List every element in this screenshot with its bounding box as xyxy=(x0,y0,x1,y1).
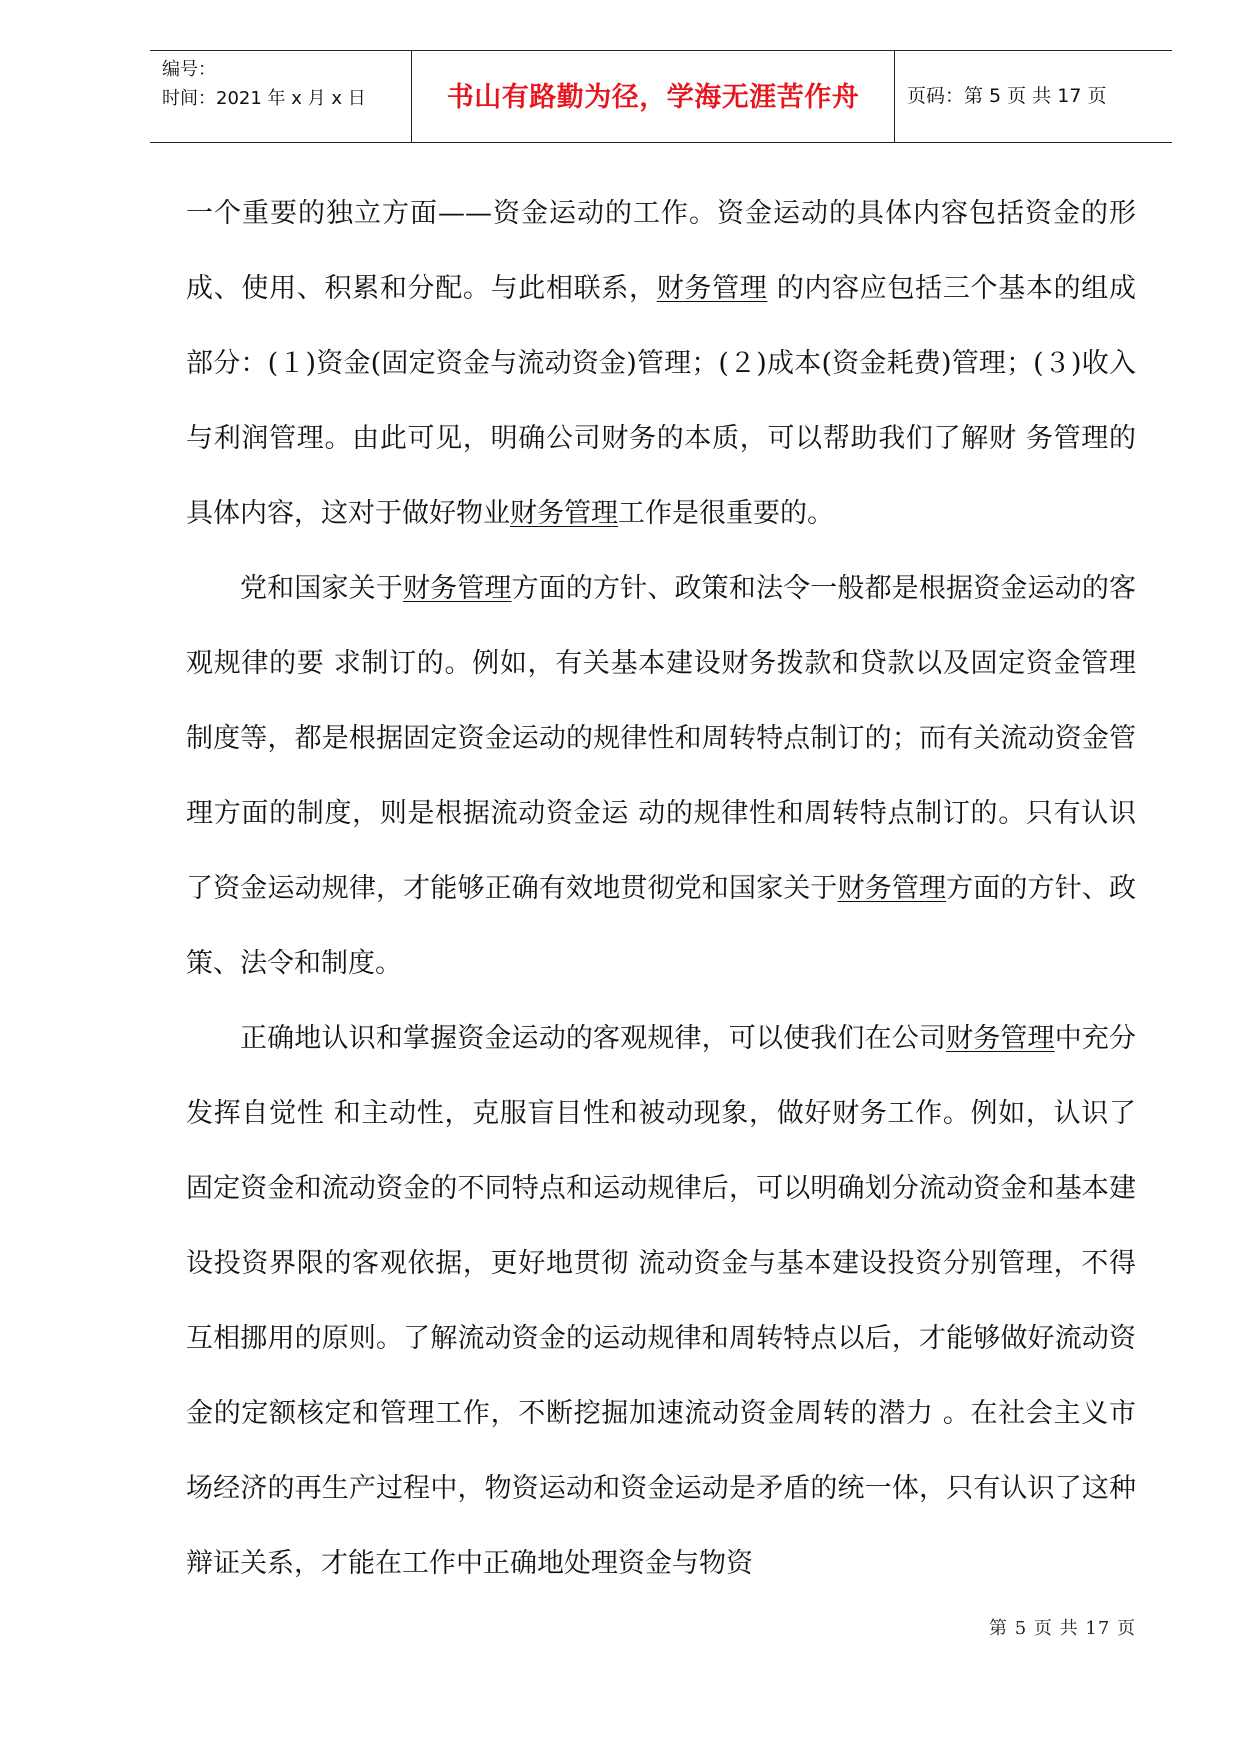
underlined-term: 财务管理 xyxy=(656,273,768,304)
date-label: 时间：2021 年 x 月 x 日 xyxy=(162,88,366,109)
text-segment: 方面的方针、政策、法令和制度。 xyxy=(186,873,1137,979)
underlined-term: 财务管理 xyxy=(510,498,618,529)
paragraph xyxy=(186,176,1136,551)
serial-number-label: 编号： xyxy=(162,59,216,80)
text-segment: 的内容应包括三个基本的组成部分：(１)资金(固定资金与流动资金)管理；(２)成本(资金耗费)管理；(３)收入与利润管理。由此可见，明确公司财务的本质，可以帮助我们了解财 务管理的具体内容，这对于做好物业 xyxy=(186,273,1137,529)
paragraph xyxy=(186,1001,1136,1601)
page-header xyxy=(150,50,1172,143)
header-page-info: 页码：第 5 页 共 17 页 xyxy=(907,85,1107,107)
text-segment: 工作是很重要的。 xyxy=(618,498,834,529)
text-segment: 正确地认识和掌握资金运动的客观规律，可以使我们在公司 xyxy=(240,1023,947,1054)
motto: 书山有路勤为径，学海无涯苦作舟 xyxy=(412,51,895,142)
document-body xyxy=(186,176,1136,1601)
text-segment: 党和国家关于 xyxy=(240,573,403,604)
underlined-term: 财务管理 xyxy=(402,573,512,604)
text-segment: 方面的方针、政策和法令一般都是根据资金运动的客观规律的要 求制订的。例如，有关基本建设财务拨款和贷款以及固定资金管理制度等，都是根据固定资金运动的规律性和周转特点制订的；而有关流动资金管理方面的制度，则是根据流动资金运 动的规律性和周转特点制订的。只有认识了资金运动规律，才能够正确有效地贯彻党和国家关于 xyxy=(186,573,1136,904)
text-segment: 一个重要的独立方面——资金运动的工作。资金运动的具体内容包括资金的形成、使用、积累和分配。与此相联系， xyxy=(186,198,1136,304)
page-footer: 第 5 页 共 17 页 xyxy=(989,1618,1136,1639)
underlined-term: 财务管理 xyxy=(837,873,947,904)
underlined-term: 财务管理 xyxy=(946,1023,1055,1054)
header-meta xyxy=(150,51,412,142)
text-segment: 中充分发挥自觉性 和主动性，克服盲目性和被动现象，做好财务工作。例如，认识了固定资金和流动资金的不同特点和运动规律后，可以明确划分流动资金和基本建设投资界限的客观依据，更好地贯彻 流动资金与基本建设投资分别管理，不得互相挪用的原则。了解流动资金的运动规律和周转特点以后，才能够做好流动资金的定额核定和管理工作，不断挖掘加速流动资金周转的潜力 。在社会主义市场经济的再生产过程中，物资运动和资金运动是矛盾的统一体，只有认识了这种辩证关系，才能在工作中正确地处理资金与物资 xyxy=(186,1023,1136,1579)
paragraph xyxy=(186,551,1136,1001)
